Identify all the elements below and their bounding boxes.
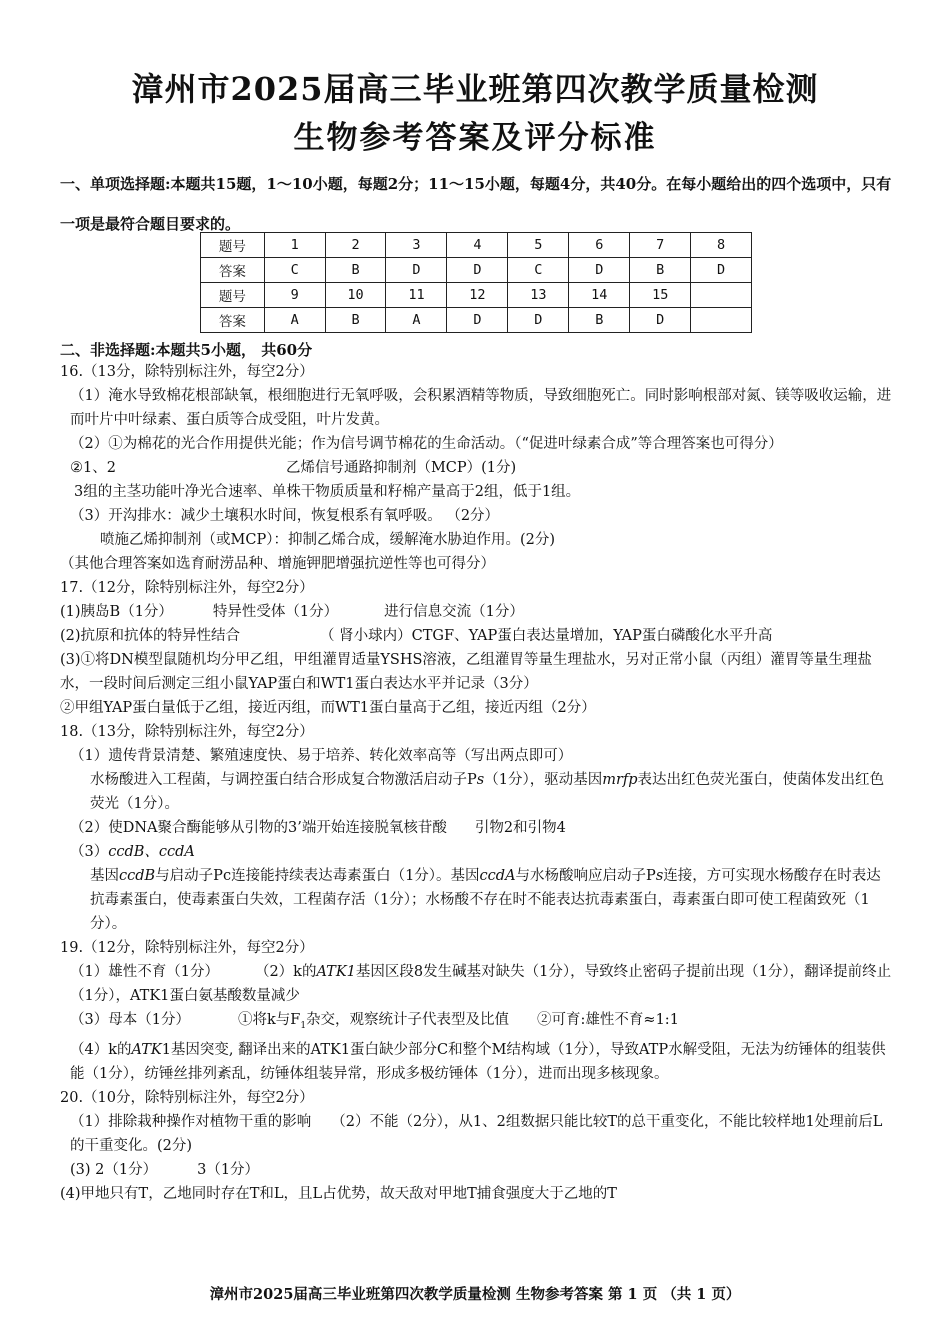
answer-table-cell xyxy=(691,308,752,333)
q16-part2-line2 xyxy=(60,456,895,480)
answer-table-cell: 题号 xyxy=(201,233,265,258)
answer-table-cell: 11 xyxy=(386,283,447,308)
answer-table-cell: D xyxy=(630,308,691,333)
q17-answer-5: （ 肾小球内）CTGF、YAP蛋白表达量增加，YAP蛋白磷酸化水平升高 xyxy=(320,628,773,644)
answer-table-cell: 1 xyxy=(264,233,325,258)
answer-table-cell: 14 xyxy=(569,283,630,308)
answer-table-cell: B xyxy=(325,258,386,283)
q17-heading: 17.（12分，除特别标注外，每空2分） xyxy=(60,580,314,596)
answer-table-cell: 13 xyxy=(508,283,569,308)
q19-part3: （3）母本（1分） ①将k与$F_1$杂交，观察统计子代表型及比值 ②可育:雄性不育≈1:1 xyxy=(70,1012,679,1031)
q16-answer-groups: ②1、2 xyxy=(70,460,116,476)
answer-table-cell: 2 xyxy=(325,233,386,258)
answer-table-cell: D xyxy=(508,308,569,333)
answer-table-cell: 答案 xyxy=(201,258,265,283)
gene-mrfp: mrfp xyxy=(602,772,638,788)
q19-heading: 19.（12分，除特别标注外，每空2分） xyxy=(60,940,314,956)
answer-table-cell: C xyxy=(264,258,325,283)
answer-table-row xyxy=(201,308,752,333)
answer-table-cell: A xyxy=(264,308,325,333)
answer-table-cell xyxy=(691,283,752,308)
q20-part3: (3) 2（1分） 3（1分） xyxy=(70,1161,260,1178)
document-title: 漳州市2025届高三毕业班第四次教学质量检测 xyxy=(131,70,819,108)
q17-answer-1: (1)胰岛B（1分） xyxy=(60,604,173,620)
q18-part1: （1）遗传背景清楚、繁殖速度快、易于培养、转化效率高等（写出两点即可） xyxy=(70,748,573,764)
q17-part1 xyxy=(60,600,895,624)
q17-part3-result: ②甲组YAP蛋白量低于乙组，接近丙组，而WT1蛋白量高于乙组，接近丙组（2分） xyxy=(60,700,596,716)
answer-table-cell: 12 xyxy=(447,283,508,308)
answer-table-cell: 4 xyxy=(447,233,508,258)
answer-table-cell: 3 xyxy=(386,233,447,258)
q18-heading: 18.（13分，除特别标注外，每空2分） xyxy=(60,724,314,740)
section2-heading: 二、非选择题:本题共5小题， 共60分 xyxy=(60,341,313,359)
answer-table-cell: B xyxy=(569,308,630,333)
answer-table-cell: D xyxy=(386,258,447,283)
answer-table-row xyxy=(201,258,752,283)
answer-table-cell: 10 xyxy=(325,283,386,308)
q17-part3: (3)①将DN模型鼠随机均分甲乙组，甲组灌胃适量YSHS溶液，乙组灌胃等量生理盐水，另对正常小鼠（丙组）灌胃等量生理盐水，一段时间后测定三组小鼠YAP蛋白和WT1蛋白表达水平并记录（3分） xyxy=(60,652,872,692)
page-footer: 漳州市2025届高三毕业班第四次教学质量检测 生物参考答案 第 1 页 （共 1 页） xyxy=(209,1286,741,1303)
document-subtitle: 生物参考答案及评分标准 xyxy=(293,120,657,156)
answer-table-row xyxy=(201,233,752,258)
answer-table-cell: D xyxy=(691,258,752,283)
answer-table-row xyxy=(201,283,752,308)
answer-content xyxy=(60,360,895,1206)
answer-table-cell: D xyxy=(447,258,508,283)
q16-part2-line3: 3组的主茎功能叶净光合速率、单株干物质质量和籽棉产量高于2组，低于1组。 xyxy=(74,484,581,500)
q17-answer-3: 进行信息交流（1分） xyxy=(384,604,524,620)
answer-table-cell: B xyxy=(630,258,691,283)
answer-table-cell: 8 xyxy=(691,233,752,258)
q20-part1-2: （1）排除栽种操作对植物干重的影响 （2）不能（2分），从1、2组数据只能比较T的总干重变化，不能比较样地1处理前后L的干重变化。(2分) xyxy=(70,1113,883,1154)
answer-table-cell: B xyxy=(325,308,386,333)
q17-answer-2: 特异性受体（1分） xyxy=(212,604,339,620)
answer-table-cell: C xyxy=(508,258,569,283)
q17-answer-4: (2)抗原和抗体的特异性结合 xyxy=(60,628,241,644)
q20-heading: 20.（10分，除特别标注外，每空2分） xyxy=(60,1089,314,1106)
answer-table-cell: 题号 xyxy=(201,283,265,308)
q16-part2: （2）①为棉花的光合作用提供光能；作为信号调节棉花的生命活动。（“促进叶绿素合成”等合理答案也可得分） xyxy=(70,436,783,452)
q16-part1: （1）淹水导致棉花根部缺氧，根细胞进行无氧呼吸，会积累酒精等物质，导致细胞死亡。同时影响根部对氮、镁等吸收运输，进而叶片中叶绿素、蛋白质等合成受阻，叶片发黄。 xyxy=(70,388,892,428)
q16-answer-mcp: 乙烯信号通路抑制剂（MCP）(1分) xyxy=(285,460,517,476)
q20-part4: (4)甲地只有T，乙地同时存在T和L，且L占优势，故天敌对甲地T捕食强度大于乙地的T xyxy=(60,1185,617,1202)
q18-part2: （2）使DNA聚合酶能够从引物的3’端开始连接脱氧核苷酸 引物2和引物4 xyxy=(70,820,566,836)
q19-part1-2: （1）雄性不育（1分） （2）k的ATK1基因区段8发生碱基对缺失（1分），导致终止密码子提前出现（1分），翻译提前终止（1分），ATK1蛋白氨基酸数量减少 xyxy=(70,964,892,1004)
answer-table-cell: 9 xyxy=(264,283,325,308)
answer-table-cell: 答案 xyxy=(201,308,265,333)
q16-heading: 16.（13分，除特别标注外，每空2分） xyxy=(60,364,314,380)
q18-part3-detail: 基因ccdB与启动子Pc连接能持续表达毒素蛋白（1分）。基因ccdA与水杨酸响应启动子Ps连接，方可实现水杨酸存在时表达抗毒素蛋白，使毒素蛋白失效，工程菌存活（1分）；水杨酸不存在时不能表达抗毒素蛋白，毒素蛋白即可使工程菌致死（1分）。 xyxy=(90,868,881,932)
answer-table-cell: A xyxy=(386,308,447,333)
answer-table xyxy=(200,232,752,333)
answer-table-cell: 15 xyxy=(630,283,691,308)
q18-part1-line2: 水杨酸进入工程菌，与调控蛋白结合形成复合物激活启动子Ps（1分），驱动基因mrfp表达出红色荧光蛋白，使菌体发出红色荧光（1分）。 xyxy=(90,772,885,812)
answer-table-cell: 6 xyxy=(569,233,630,258)
q18-part3: （3）ccdB、ccdA xyxy=(70,844,195,860)
answer-table-cell: 7 xyxy=(630,233,691,258)
q16-part3-line2: 喷施乙烯抑制剂（或MCP）：抑制乙烯合成，缓解淹水胁迫作用。(2分) xyxy=(100,532,555,548)
q16-note: （其他合理答案如选育耐涝品种、增施钾肥增强抗逆性等也可得分） xyxy=(60,556,495,572)
gene-names: ccdB、ccdA xyxy=(108,844,195,860)
q17-part2 xyxy=(60,624,895,648)
q16-part3: （3）开沟排水：减少土壤积水时间，恢复根系有氧呼吸。 （2分） xyxy=(70,508,500,524)
answer-table-cell: D xyxy=(569,258,630,283)
q19-part4: （4）k的ATK1基因突变, 翻译出来的ATK1蛋白缺少部分C和整个M结构域（1分），导致ATP水解受阻，无法为纺锤体的组装供能（1分），纺锤丝排列紊乱，纺锤体组装异常，形成多极纺锤体（1分），进而出现多核现象。 xyxy=(70,1041,886,1082)
section1-heading: 一、单项选择题:本题共15题，1～10小题，每题2分；11～15小题，每题4分，共40分。在每小题给出的四个选项中，只有一项是最符合题目要求的。 xyxy=(60,175,892,233)
answer-table-cell: D xyxy=(447,308,508,333)
answer-table-cell: 5 xyxy=(508,233,569,258)
